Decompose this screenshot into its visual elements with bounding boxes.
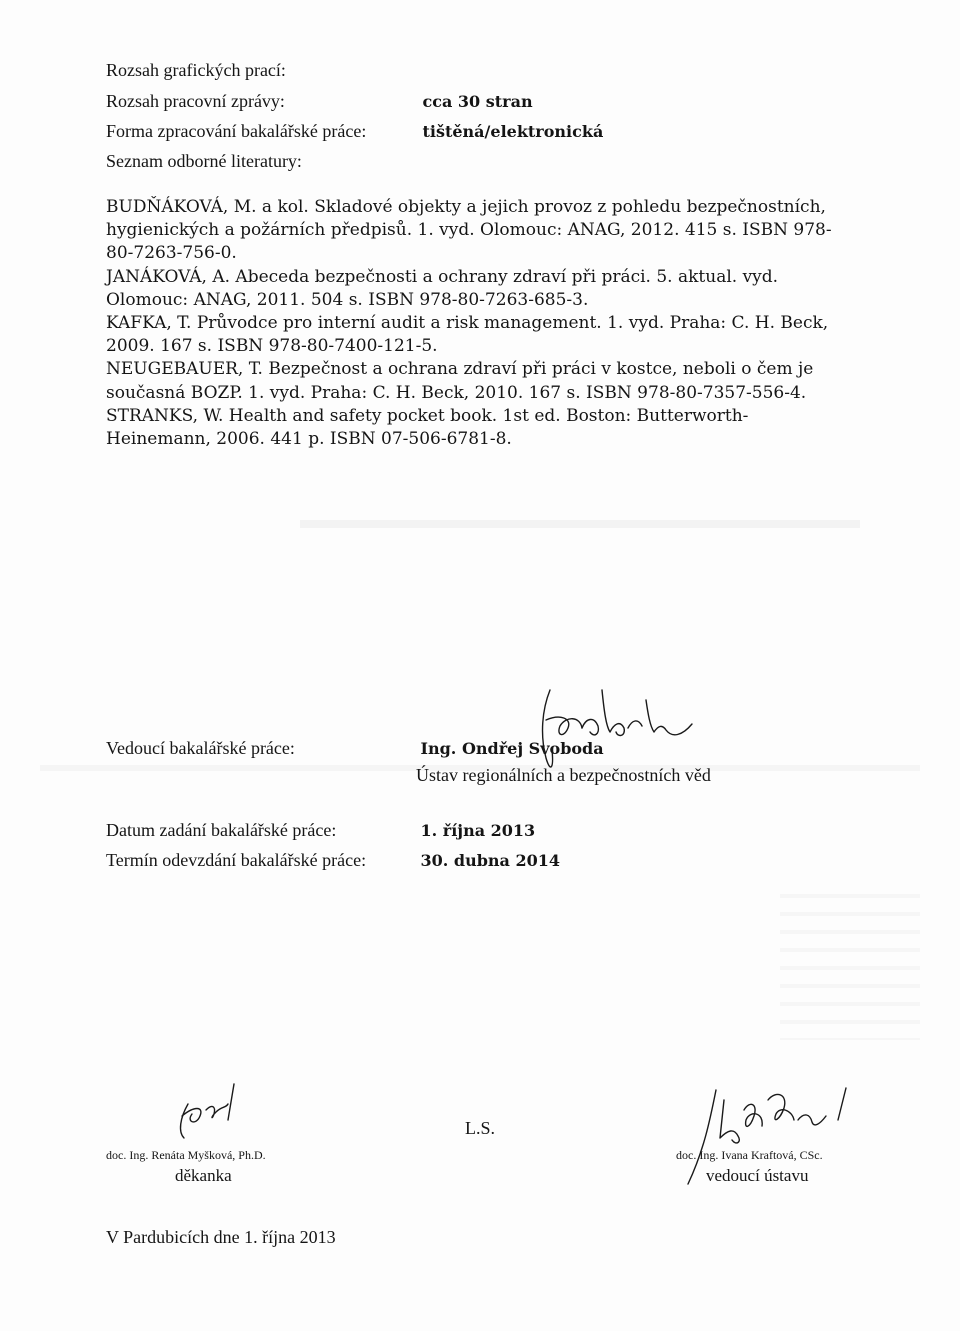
field-value: cca 30 stran xyxy=(422,92,533,111)
head-role: vedoucí ústavu xyxy=(706,1166,809,1185)
supervisor-name: Ing. Ondřej Svoboda xyxy=(420,739,604,758)
supervisor-label: Vedoucí bakalářské práce: xyxy=(106,738,295,758)
assigned-date-label: Datum zadání bakalářské práce: xyxy=(106,820,337,840)
due-date-label: Termín odevzdání bakalářské práce: xyxy=(106,850,367,870)
reference-item: NEUGEBAUER, T. Bezpečnost a ochrana zdraví při práci v kostce, neboli o čem je současná BOZP. 1. vyd. Praha: C. H. Beck, 2010. 167 s. ISBN 978-80-7357-556-4. xyxy=(106,359,814,403)
field-label: Seznam odborné literatury: xyxy=(106,151,302,171)
reference-item: JANÁKOVÁ, A. Abeceda bezpečnosti a ochrany zdraví při práci. 5. aktual. vyd. Olomouc: ANAG, 2011. 504 s. ISBN 978-80-7263-685-3. xyxy=(106,266,779,310)
field-thesis-form xyxy=(106,121,603,142)
due-date-row xyxy=(106,850,560,871)
field-label: Forma zpracování bakalářské práce: xyxy=(106,121,367,141)
field-value: tištěná/elektronická xyxy=(422,122,604,141)
dean-role: děkanka xyxy=(175,1166,232,1185)
seal-mark: L.S. xyxy=(465,1118,496,1138)
dean-name: doc. Ing. Renáta Myšková, Ph.D. xyxy=(106,1148,266,1162)
field-literature xyxy=(106,151,423,172)
reverse-side-bleed xyxy=(780,880,920,1040)
supervisor-department: Ústav regionálních a bezpečnostních věd xyxy=(416,765,711,785)
reverse-side-bleed xyxy=(300,520,860,528)
due-date-value: 30. dubna 2014 xyxy=(420,851,561,870)
reference-item: BUDŇÁKOVÁ, M. a kol. Skladové objekty a jejich provoz z pohledu bezpečnostních, hygienických a požárních předpisů. 1. vyd. Olomouc: ANAG, 2012. 415 s. ISBN 978-80-7263-756-0. xyxy=(106,197,832,264)
assigned-date-row xyxy=(106,820,535,841)
field-report-scope xyxy=(106,91,533,112)
reference-item: KAFKA, T. Průvodce pro interní audit a risk management. 1. vyd. Praha: C. H. Beck, 2009. 167 s. ISBN 978-80-7400-121-5. xyxy=(106,313,829,357)
assigned-date-value: 1. října 2013 xyxy=(420,821,536,840)
reference-item: STRANKS, W. Health and safety pocket book. 1st ed. Boston: Butterworth-Heinemann, 2006. 441 p. ISBN 07-506-6781-8. xyxy=(106,405,749,450)
head-name: doc. Ing. Ivana Kraftová, CSc. xyxy=(676,1148,823,1162)
reference-list xyxy=(106,196,846,451)
supervisor-signature xyxy=(520,680,700,780)
field-graphics-scope xyxy=(106,60,423,81)
place-date: V Pardubicích dne 1. října 2013 xyxy=(106,1227,336,1247)
field-label: Rozsah grafických prací: xyxy=(106,60,286,80)
dean-signature xyxy=(170,1080,260,1140)
field-label: Rozsah pracovní zprávy: xyxy=(106,91,285,111)
